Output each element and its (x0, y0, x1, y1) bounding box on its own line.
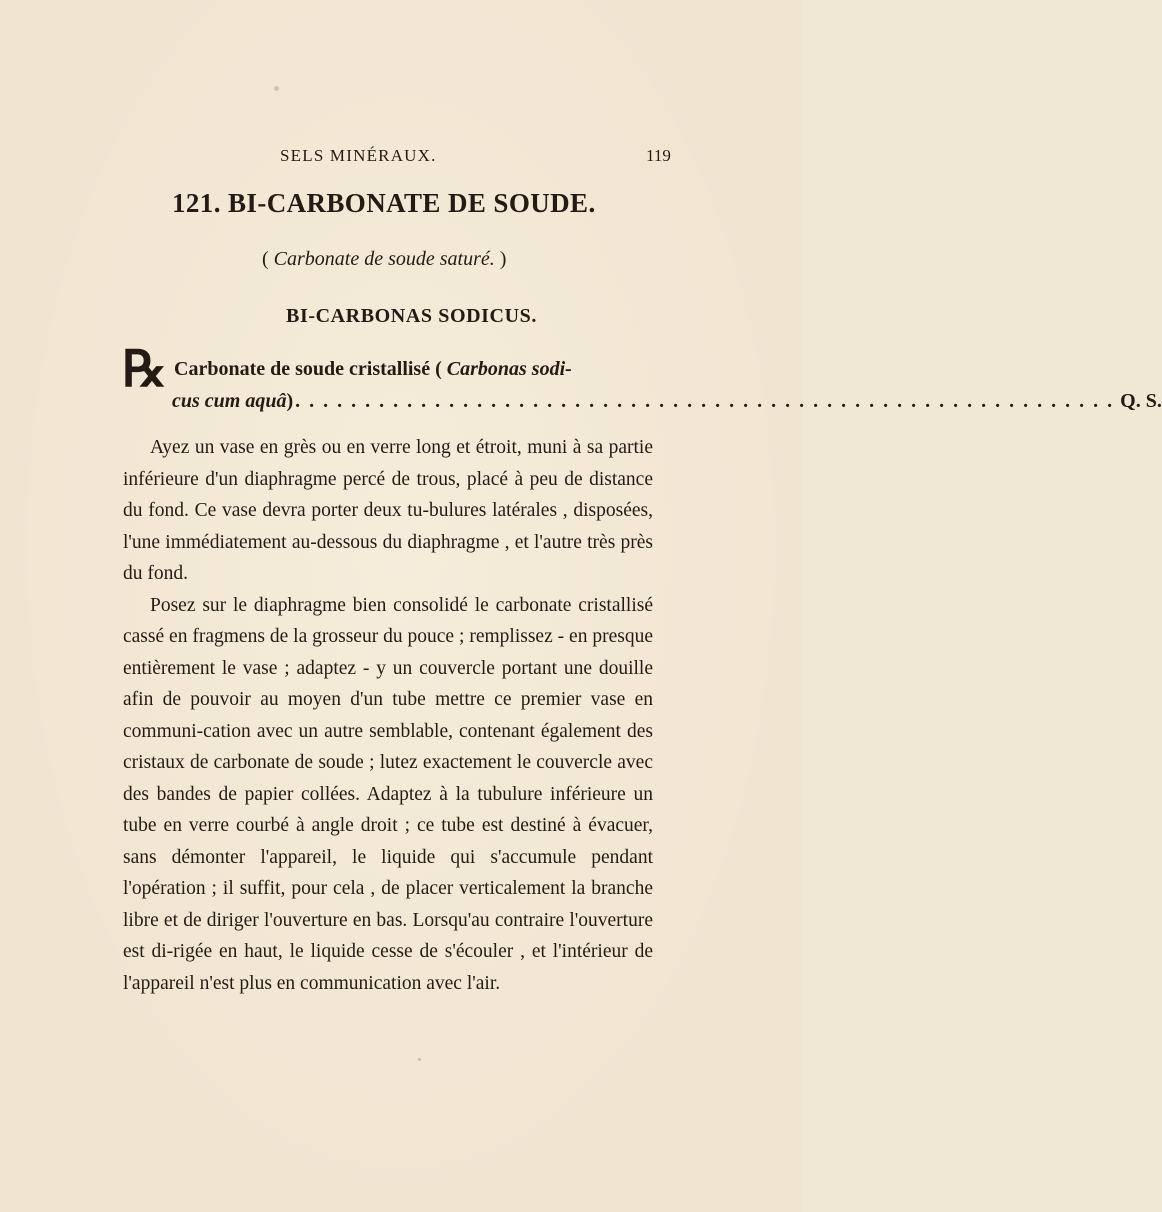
paragraph: Posez sur le diaphragme bien consolidé le carbonate cristallisé cassé en fragmens de la grosseur du pouce ; remplissez - en presque entièrement le vase ; adaptez - y un couvercle portant une douille afin de pouvoir au moyen d'un tube mettre ce premier vase en communi-cation avec un autre semblable, contenant également des cristaux de carbonate de soude ; lutez exactement le couvercle avec des bandes de papier collées. Adaptez à la tubulure inférieure un tube en verre courbé à angle droit ; ce tube est destiné à évacuer, sans démonter l'appareil, le liquide qui s'accumule pendant l'opération ; il suffit, pour cela , de placer verticalement la branche libre et de diriger l'ouverture en bas. Lorsqu'au contraire l'ouverture est di-rigée en haut, le liquide cesse de s'écouler , et l'intérieur de l'appareil n'est plus en communication avec l'air. (123, 594, 653, 994)
recipe-quantity: Q. S. (1120, 390, 1162, 412)
recipe-line-2 (172, 390, 1162, 413)
synonym-line (262, 248, 506, 271)
latin-name: BI-CARBONAS SODICUS. (286, 305, 537, 327)
synonym-close-paren: ) (494, 248, 507, 270)
recipe-symbol: ℞ (122, 341, 167, 397)
recipe-close-paren: ) (286, 390, 294, 412)
recipe-latin-end: cus cum aquâ (172, 390, 287, 412)
recipe-latin-start: Carbonas sodi- (446, 358, 572, 380)
entry-heading: 121. BI-CARBONATE DE SOUDE. (172, 188, 596, 218)
running-head (0, 146, 801, 172)
paper-speck (274, 86, 279, 91)
recipe-line-1 (174, 358, 572, 381)
body-text (123, 432, 653, 999)
paper-speck (418, 1058, 421, 1061)
page-number: 119 (646, 146, 671, 165)
recipe-ingredient: Carbonate de soude cristallisé ( (174, 358, 447, 380)
synonym-text: Carbonate de soude saturé. (273, 248, 495, 270)
paragraph: Ayez un vase en grès ou en verre long et étroit, muni à sa partie inférieure d'un diaphragme percé de trous, placé à peu de distance du fond. Ce vase devra porter deux tu-bulures latérales , disposées, l'une immédiatement au-dessous du diaphragme , et l'autre très près du fond. (123, 437, 653, 584)
dot-leader: . . . . . . . . . . . . . . . . . . . . . . . . . . . . . . . . . . . . . . . . . . . . . . . . . . . . . . . . . . . (295, 390, 1115, 412)
running-title: SELS MINÉRAUX. (280, 146, 437, 165)
synonym-open-paren: ( (262, 248, 274, 270)
